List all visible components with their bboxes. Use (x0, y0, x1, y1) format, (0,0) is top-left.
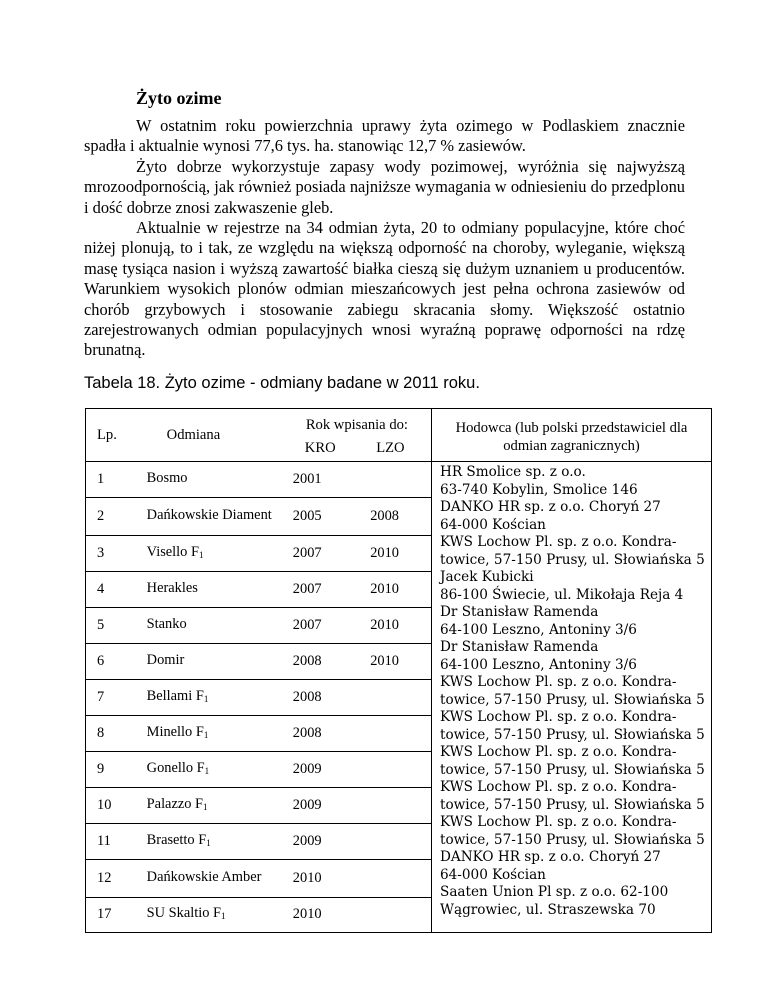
cell-kro: 2009 (283, 752, 360, 788)
header-hodowca: Hodowca (lub polski przedstawiciel dla odmian zagranicznych) (455, 420, 688, 454)
variety-name: Palazzo F (146, 795, 204, 812)
variety-subscript: 1 (203, 693, 209, 704)
cell-odmiana (141, 716, 283, 752)
table-row (86, 824, 431, 860)
cell-lzo (360, 462, 431, 498)
variety-name: Dańkowskie Amber (146, 868, 262, 885)
variety-name: Stanko (146, 615, 187, 632)
cell-lp: 4 (86, 572, 141, 608)
cell-kro: 2001 (283, 462, 360, 498)
cell-odmiana (141, 644, 283, 680)
variety-name: Herakles (146, 579, 198, 596)
variety-subscript: 1 (206, 837, 211, 848)
table-caption: Tabela 18. Żyto ozime - odmiany badane w 2011 roku. (84, 374, 480, 392)
table-row (86, 680, 431, 716)
hodowca-line: Jacek Kubicki (440, 569, 534, 585)
cell-lp: 1 (86, 462, 141, 498)
cell-odmiana (141, 752, 283, 788)
header-odmiana: Odmiana (166, 426, 221, 443)
variety-subscript: 1 (221, 910, 226, 921)
cell-lp: 11 (86, 824, 141, 860)
hodowca-line: towice, 57-150 Prusy, ul. Słowiańska 5 (440, 831, 705, 848)
variety-name: Minello F (146, 723, 204, 740)
cell-kro: 2010 (283, 898, 360, 932)
cell-odmiana (141, 680, 283, 716)
variety-subscript: 1 (203, 729, 209, 740)
cell-lzo (360, 716, 431, 752)
paragraph-1: W ostatnim roku powierzchnia uprawy żyta ozimego w Podlaskiem znacznie spadła i aktualnie wynosi 77,6 tys. ha. stanowiąc 12,7 % zasiewów. (84, 116, 685, 156)
paragraph-3: Aktualnie w rejestrze na 34 odmian żyta, 20 to odmiany populacyjne, które choć niżej plonują, to i tak, ze względu na większą odporność na choroby, wyleganie, większą masę tysiąca nasion i wyższą zawartość białka cieszą się dużym uznaniem u producentów. Warunkiem wysokich plonów odmian mieszańcowych jest pełna ochrona zasiewów od chorób grzybowych i stosowanie zabiegu skracania słomy. Większość ostatnio zarejestrowanych odmian populacyjnych wnosi wyraźną poprawę odporności na rdzę brunatną. (84, 218, 685, 360)
cell-lzo (360, 898, 431, 932)
table-hodowca-column (432, 409, 712, 933)
cell-odmiana (141, 788, 283, 824)
hodowca-line: KWS Lochow Pl. sp. z o.o. Kondra- (440, 744, 677, 760)
cell-kro: 2007 (283, 572, 360, 608)
hodowca-line: Wągrowiec, ul. Straszewska 70 (440, 901, 656, 918)
hodowca-line: KWS Lochow Pl. sp. z o.o. Kondra- (440, 814, 677, 830)
variety-name: Dańkowskie Diament (146, 506, 272, 523)
cell-lzo (360, 860, 431, 898)
hodowca-line: towice, 57-150 Prusy, ul. Słowiańska 5 (440, 761, 705, 778)
body-text (84, 116, 685, 361)
hodowca-line: HR Smolice sp. z o.o. (440, 464, 586, 480)
table-row (86, 752, 431, 788)
table-row (86, 644, 431, 680)
hodowca-line: DANKO HR sp. z o.o. Choryń 27 (440, 499, 661, 515)
cell-lzo (360, 752, 431, 788)
hodowca-line: towice, 57-150 Prusy, ul. Słowiańska 5 (440, 551, 705, 568)
hodowca-line: 63-740 Kobylin, Smolice 146 (440, 481, 638, 498)
hodowca-line: towice, 57-150 Prusy, ul. Słowiańska 5 (440, 726, 705, 743)
cell-lzo: 2010 (360, 572, 431, 608)
varieties-grid (86, 409, 431, 932)
hodowca-line: DANKO HR sp. z o.o. Choryń 27 (440, 849, 661, 865)
cell-lzo: 2010 (360, 644, 431, 680)
cell-lp: 2 (86, 498, 141, 536)
hodowca-list (432, 461, 711, 919)
cell-lp: 9 (86, 752, 141, 788)
cell-kro: 2010 (283, 860, 360, 898)
table-row (86, 898, 431, 932)
hodowca-line: towice, 57-150 Prusy, ul. Słowiańska 5 (440, 796, 705, 813)
cell-lzo: 2010 (360, 536, 431, 572)
variety-name: Domir (146, 651, 185, 668)
cell-kro: 2008 (283, 680, 360, 716)
hodowca-line: 64-100 Leszno, Antoniny 3/6 (440, 656, 637, 673)
cell-kro: 2008 (283, 644, 360, 680)
table-row (86, 788, 431, 824)
cell-lp: 8 (86, 716, 141, 752)
hodowca-line: Dr Stanisław Ramenda (440, 639, 599, 655)
variety-name: Bellami F (146, 687, 204, 704)
variety-subscript: 1 (203, 801, 208, 812)
cell-lzo (360, 680, 431, 716)
cell-lp: 7 (86, 680, 141, 716)
cell-lp: 10 (86, 788, 141, 824)
paragraph-2: Żyto dobrze wykorzystuje zapasy wody pozimowej, wyróżnia się najwyższą mrozoodpornością, jak również posiada najniższe wymagania w odniesieniu do przedplonu i dość dobrze znosi zakwaszenie gleb. (84, 156, 685, 217)
hodowca-line: KWS Lochow Pl. sp. z o.o. Kondra- (440, 709, 677, 725)
table-row (86, 716, 431, 752)
hodowca-line: Dr Stanisław Ramenda (440, 604, 599, 620)
variety-name: Brasetto F (146, 831, 207, 848)
cell-kro: 2007 (283, 608, 360, 644)
hodowca-line: KWS Lochow Pl. sp. z o.o. Kondra- (440, 674, 677, 690)
cell-kro: 2008 (283, 716, 360, 752)
hodowca-line: 64-100 Leszno, Antoniny 3/6 (440, 621, 637, 638)
cell-lp: 12 (86, 860, 141, 898)
cell-lzo (360, 788, 431, 824)
variety-name: Bosmo (146, 469, 188, 486)
cell-odmiana (141, 860, 283, 898)
cell-kro: 2009 (283, 824, 360, 860)
cell-odmiana (141, 608, 283, 644)
cell-odmiana (141, 572, 283, 608)
varieties-table (85, 408, 712, 933)
variety-name: Gonello F (146, 759, 205, 776)
cell-odmiana (141, 462, 283, 498)
hodowca-line: 64-000 Kościan (440, 866, 546, 883)
cell-kro: 2007 (283, 536, 360, 572)
cell-kro: 2009 (283, 788, 360, 824)
hodowca-line: KWS Lochow Pl. sp. z o.o. Kondra- (440, 779, 677, 795)
cell-odmiana (141, 536, 283, 572)
hodowca-line: Saaten Union Pl sp. z o.o. 62-100 (440, 884, 669, 900)
variety-subscript: 1 (204, 765, 210, 776)
table-left-part (86, 409, 432, 933)
cell-lzo: 2010 (360, 608, 431, 644)
cell-lzo (360, 824, 431, 860)
cell-odmiana (141, 898, 283, 932)
table-row (86, 536, 431, 572)
header-kro: KRO (304, 439, 336, 456)
cell-kro: 2005 (283, 498, 360, 536)
header-lp: Lp. (97, 426, 117, 443)
header-lzo: LZO (376, 439, 405, 456)
hodowca-line: 86-100 Świecie, ul. Mikołaja Reja 4 (440, 586, 684, 603)
cell-lp: 6 (86, 644, 141, 680)
table-row (86, 860, 431, 898)
cell-lp: 17 (86, 898, 141, 932)
cell-lzo: 2008 (360, 498, 431, 536)
table-row (86, 498, 431, 536)
table-row (86, 462, 431, 498)
table-row (86, 572, 431, 608)
variety-subscript: 1 (198, 549, 204, 560)
section-heading: Żyto ozime (136, 88, 222, 108)
cell-odmiana (141, 498, 283, 536)
cell-lp: 5 (86, 608, 141, 644)
variety-name: Visello F (146, 543, 199, 560)
cell-odmiana (141, 824, 283, 860)
hodowca-line: 64-000 Kościan (440, 516, 546, 533)
hodowca-line: towice, 57-150 Prusy, ul. Słowiańska 5 (440, 691, 705, 708)
cell-lp: 3 (86, 536, 141, 572)
header-rok-wpisania: Rok wpisania do: (305, 416, 408, 433)
hodowca-line: KWS Lochow Pl. sp. z o.o. Kondra- (440, 534, 677, 550)
table-row (86, 608, 431, 644)
variety-name: SU Skaltio F (146, 904, 222, 921)
